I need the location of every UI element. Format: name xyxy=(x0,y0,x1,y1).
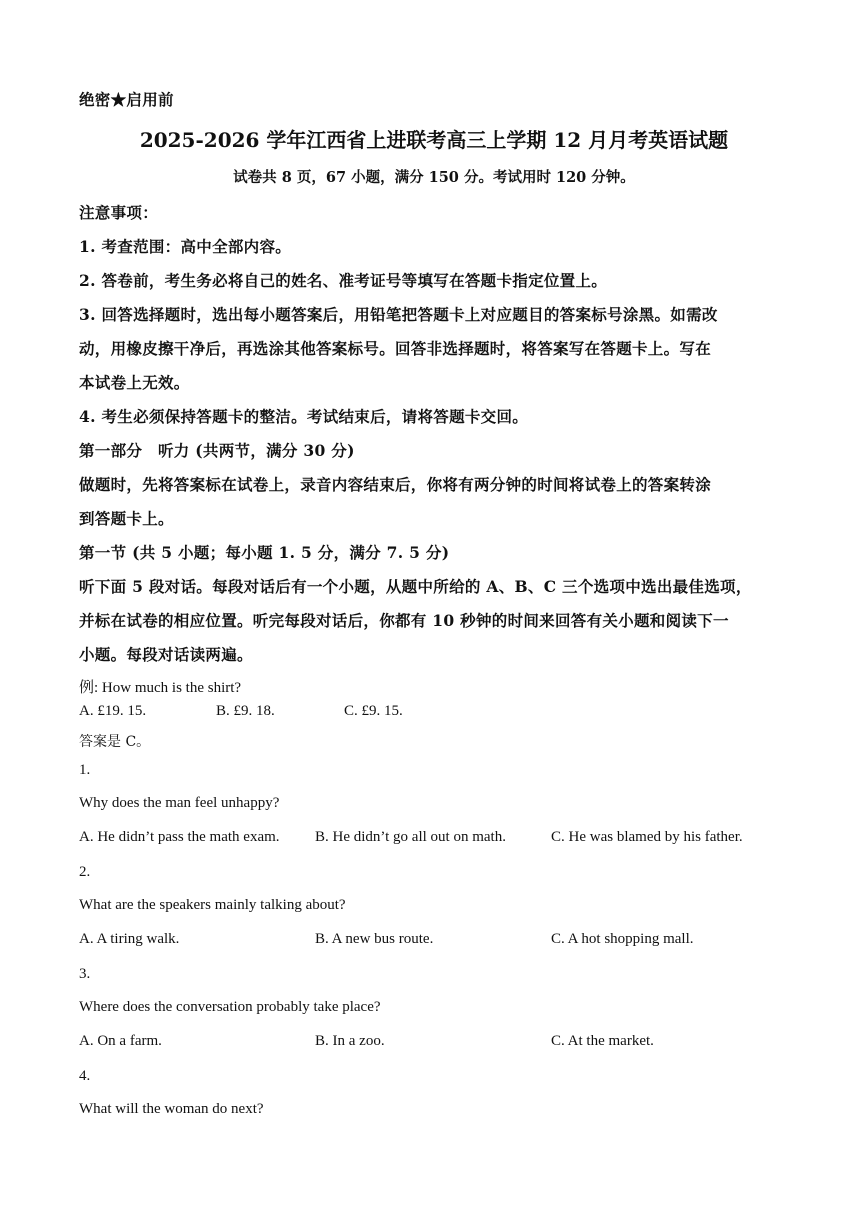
part1-instruction: 到答题卡上。 xyxy=(79,509,174,528)
question-option-b: B. He didn’t go all out on math. xyxy=(315,829,506,845)
question-number: 4. xyxy=(79,1068,91,1084)
question-text: What will the woman do next? xyxy=(79,1101,264,1117)
notes-item: 1. 考查范围：高中全部内容。 xyxy=(79,237,292,256)
example-question: 例: How much is the shirt? xyxy=(79,680,242,696)
page-subtitle: 试卷共 8 页，67 小题，满分 150 分。考试用时 120 分钟。 xyxy=(233,169,635,186)
question-option-c: C. He was blamed by his father. xyxy=(551,829,743,845)
notes-item: 3. 回答选择题时，选出每小题答案后，用铅笔把答题卡上对应题目的答案标号涂黑。如需改 xyxy=(79,305,718,324)
question-number: 3. xyxy=(79,966,91,982)
section1-instruction: 小题。每段对话读两遍。 xyxy=(79,645,253,664)
question-option-c: C. At the market. xyxy=(551,1033,654,1049)
part1-instruction: 做题时，先将答案标在试卷上，录音内容结束后，你将有两分钟的时间将试卷上的答案转涂 xyxy=(79,475,712,494)
notes-heading: 注意事项： xyxy=(79,203,159,222)
question-option-b: B. In a zoo. xyxy=(315,1033,385,1049)
confidential-label: 绝密★启用前 xyxy=(79,90,174,109)
section1-instruction: 听下面 5 段对话。每段对话后有一个小题，从题中所给的 A、B、C 三个选项中选出最佳选项， xyxy=(79,577,752,596)
question-option-a: A. He didn’t pass the math exam. xyxy=(79,829,280,845)
question-option-a: A. A tiring walk. xyxy=(79,931,180,947)
question-option-a: A. On a farm. xyxy=(79,1033,162,1049)
question-number: 2. xyxy=(79,864,91,880)
question-text: Where does the conversation probably take place? xyxy=(79,999,381,1015)
notes-item: 2. 答卷前，考生务必将自己的姓名、准考证号等填写在答题卡指定位置上。 xyxy=(79,271,608,290)
example-option-a: A. £19. 15. xyxy=(79,703,147,719)
notes-item: 4. 考生必须保持答题卡的整洁。考试结束后，请将答题卡交回。 xyxy=(79,407,529,426)
part1-heading: 第一部分 听力 (共两节，满分 30 分) xyxy=(79,441,355,460)
section1-heading: 第一节 (共 5 小题；每小题 1. 5 分，满分 7. 5 分) xyxy=(79,543,450,562)
page-title: 2025-2026 学年江西省上进联考高三上学期 12 月月考英语试题 xyxy=(139,128,729,152)
question-text: Why does the man feel unhappy? xyxy=(79,795,280,811)
question-text: What are the speakers mainly talking about? xyxy=(79,897,346,913)
section1-instruction: 并标在试卷的相应位置。听完每段对话后，你都有 10 秒钟的时间来回答有关小题和阅读下一 xyxy=(79,611,729,630)
example-answer: 答案是 C。 xyxy=(79,734,151,750)
notes-item: 动，用橡皮擦干净后，再选涂其他答案标号。回答非选择题时，将答案写在答题卡上。写在 xyxy=(79,339,712,358)
question-option-c: C. A hot shopping mall. xyxy=(551,931,694,947)
question-number: 1. xyxy=(79,762,91,778)
notes-item: 本试卷上无效。 xyxy=(79,373,190,392)
example-option-c: C. £9. 15. xyxy=(344,703,403,719)
example-option-b: B. £9. 18. xyxy=(216,703,275,719)
question-option-b: B. A new bus route. xyxy=(315,931,434,947)
